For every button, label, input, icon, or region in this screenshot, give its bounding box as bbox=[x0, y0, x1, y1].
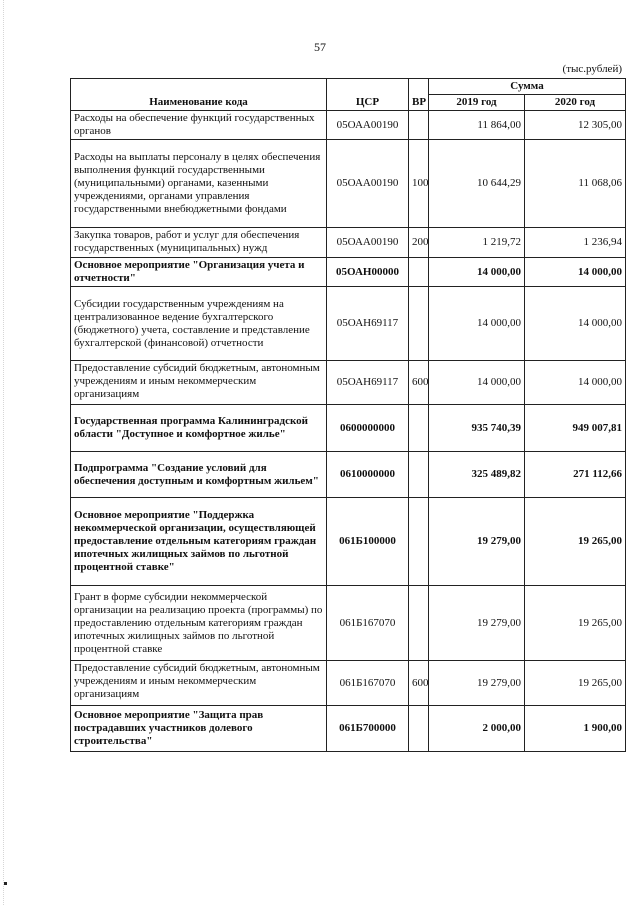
row-name: Расходы на обеспечение функций государственных органов bbox=[71, 111, 327, 140]
header-year-2020: 2020 год bbox=[525, 95, 626, 111]
row-csr: 0610000000 bbox=[327, 452, 409, 498]
row-name: Расходы на выплаты персоналу в целях обеспечения выполнения функций государственными (муниципальными) органами, казенными учреждениями, органами управления государственными внебюджетными фондами bbox=[71, 140, 327, 228]
table-row bbox=[71, 258, 626, 287]
row-vr bbox=[409, 498, 429, 586]
units-label: (тыс.рублей) bbox=[562, 63, 622, 75]
row-sum-2020: 11 068,06 bbox=[525, 140, 626, 228]
header-year-2019: 2019 год bbox=[429, 95, 525, 111]
row-name: Основное мероприятие "Организация учета и отчетности" bbox=[71, 258, 327, 287]
row-sum-2019: 325 489,82 bbox=[429, 452, 525, 498]
table-row bbox=[71, 287, 626, 361]
row-csr: 061Б100000 bbox=[327, 498, 409, 586]
row-csr: 05ОАН69117 bbox=[327, 361, 409, 405]
row-sum-2020: 1 900,00 bbox=[525, 706, 626, 752]
table-row bbox=[71, 498, 626, 586]
row-sum-2019: 2 000,00 bbox=[429, 706, 525, 752]
row-name: Закупка товаров, работ и услуг для обеспечения государственных (муниципальных) нужд bbox=[71, 228, 327, 258]
row-sum-2020: 19 265,00 bbox=[525, 498, 626, 586]
row-name: Основное мероприятие "Защита прав пострадавших участников долевого строительства" bbox=[71, 706, 327, 752]
page-number: 57 bbox=[314, 40, 326, 54]
row-vr bbox=[409, 287, 429, 361]
row-sum-2020: 19 265,00 bbox=[525, 661, 626, 706]
table-row bbox=[71, 706, 626, 752]
row-sum-2020: 14 000,00 bbox=[525, 361, 626, 405]
row-sum-2019: 14 000,00 bbox=[429, 361, 525, 405]
row-sum-2020: 12 305,00 bbox=[525, 111, 626, 140]
budget-table bbox=[70, 78, 626, 752]
row-sum-2019: 935 740,39 bbox=[429, 405, 525, 452]
table-row bbox=[71, 661, 626, 706]
row-sum-2019: 14 000,00 bbox=[429, 258, 525, 287]
table-header bbox=[71, 79, 626, 111]
row-sum-2020: 19 265,00 bbox=[525, 586, 626, 661]
row-name: Основное мероприятие "Поддержка некоммерческой организации, осуществляющей предоставление отдельным категориям граждан ипотечных жилищных займов по льготной процентной ставке" bbox=[71, 498, 327, 586]
row-csr: 05ОАА00190 bbox=[327, 140, 409, 228]
row-name: Государственная программа Калининградской области "Доступное и комфортное жилье" bbox=[71, 405, 327, 452]
row-vr bbox=[409, 111, 429, 140]
row-sum-2020: 271 112,66 bbox=[525, 452, 626, 498]
row-sum-2019: 11 864,00 bbox=[429, 111, 525, 140]
row-vr bbox=[409, 452, 429, 498]
table-row bbox=[71, 111, 626, 140]
row-csr: 0600000000 bbox=[327, 405, 409, 452]
header-csr: ЦСР bbox=[327, 79, 409, 111]
row-vr: 100 bbox=[409, 140, 429, 228]
row-csr: 05ОАА00190 bbox=[327, 228, 409, 258]
table-row bbox=[71, 140, 626, 228]
row-vr bbox=[409, 258, 429, 287]
row-sum-2020: 14 000,00 bbox=[525, 287, 626, 361]
row-sum-2020: 1 236,94 bbox=[525, 228, 626, 258]
row-name: Грант в форме субсидии некоммерческой организации на реализацию проекта (программы) по предоставлению отдельным категориям граждан ипотечных жилищных займов по льготной процентной ставке bbox=[71, 586, 327, 661]
row-sum-2020: 949 007,81 bbox=[525, 405, 626, 452]
row-csr: 05ОАН00000 bbox=[327, 258, 409, 287]
row-vr bbox=[409, 706, 429, 752]
table-row bbox=[71, 452, 626, 498]
row-name: Субсидии государственным учреждениям на централизованное ведение бухгалтерского (бюджетного) учета, составление и представление бухгалтерской (финансовой) отчетности bbox=[71, 287, 327, 361]
row-vr: 200 bbox=[409, 228, 429, 258]
row-sum-2019: 10 644,29 bbox=[429, 140, 525, 228]
row-sum-2019: 19 279,00 bbox=[429, 586, 525, 661]
table-row bbox=[71, 361, 626, 405]
table-row bbox=[71, 405, 626, 452]
row-csr: 05ОАА00190 bbox=[327, 111, 409, 140]
row-sum-2019: 19 279,00 bbox=[429, 498, 525, 586]
row-vr bbox=[409, 586, 429, 661]
row-vr: 600 bbox=[409, 661, 429, 706]
row-name: Предоставление субсидий бюджетным, автономным учреждениям и иным некоммерческим организациям bbox=[71, 661, 327, 706]
table-row bbox=[71, 228, 626, 258]
row-csr: 061Б700000 bbox=[327, 706, 409, 752]
row-name: Подпрограмма "Создание условий для обеспечения доступным и комфортным жильем" bbox=[71, 452, 327, 498]
row-sum-2019: 19 279,00 bbox=[429, 661, 525, 706]
row-csr: 061Б167070 bbox=[327, 661, 409, 706]
row-sum-2019: 14 000,00 bbox=[429, 287, 525, 361]
table-body bbox=[71, 111, 626, 752]
row-vr: 600 bbox=[409, 361, 429, 405]
table-row bbox=[71, 586, 626, 661]
row-sum-2020: 14 000,00 bbox=[525, 258, 626, 287]
header-sum: Сумма bbox=[429, 79, 626, 95]
row-name: Предоставление субсидий бюджетным, автономным учреждениям и иным некоммерческим организациям bbox=[71, 361, 327, 405]
scan-dot bbox=[4, 882, 7, 885]
row-csr: 05ОАН69117 bbox=[327, 287, 409, 361]
row-sum-2019: 1 219,72 bbox=[429, 228, 525, 258]
row-vr bbox=[409, 405, 429, 452]
header-name: Наименование кода bbox=[71, 79, 327, 111]
scan-margin-marks bbox=[3, 0, 7, 905]
row-csr: 061Б167070 bbox=[327, 586, 409, 661]
header-vr: ВР bbox=[409, 79, 429, 111]
